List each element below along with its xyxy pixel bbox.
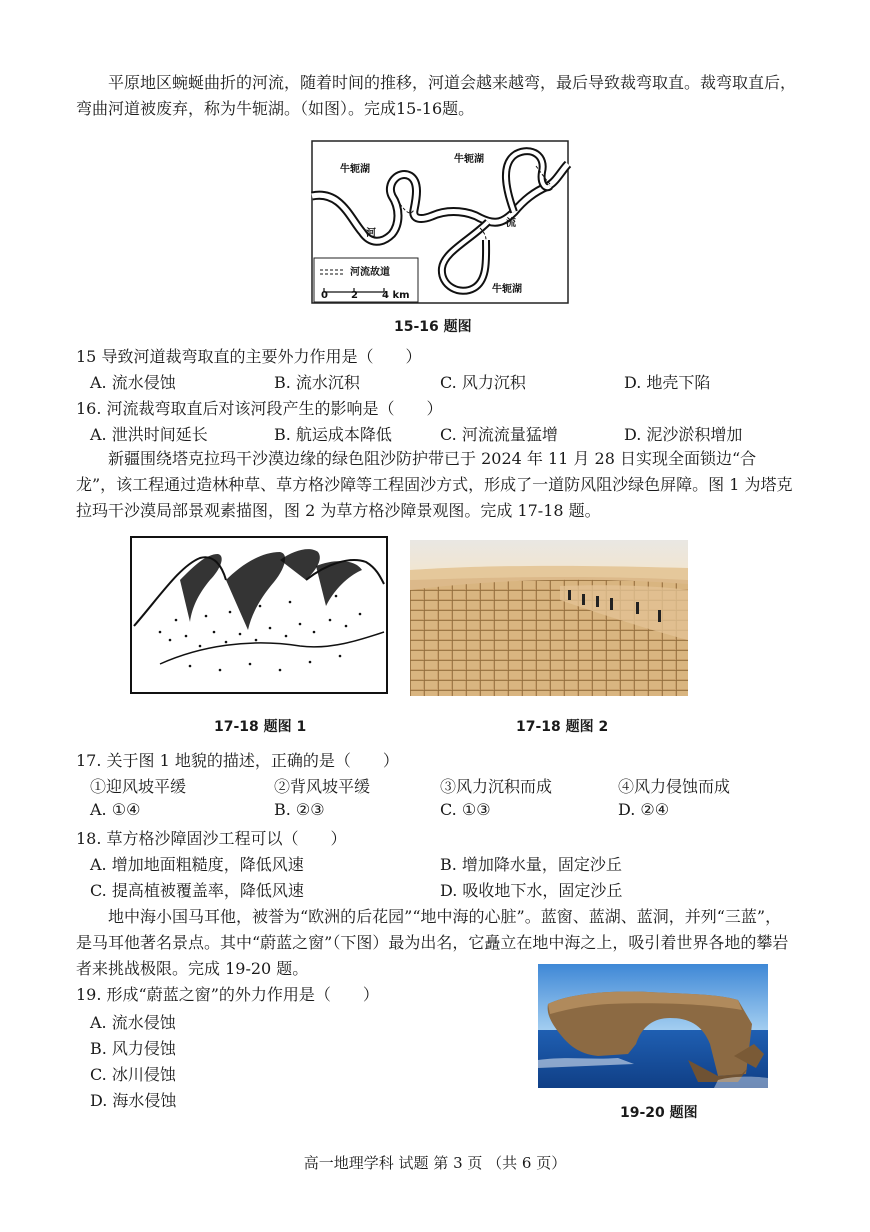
q18-option-a[interactable]: A. 增加地面粗糙度，降低风速: [90, 855, 304, 874]
river-label-2: 流: [506, 218, 516, 229]
scale-4: 4 km: [382, 290, 410, 301]
q17-statement-1: ①迎风坡平缓: [90, 777, 187, 796]
q16-option-d[interactable]: D. 泥沙淤积增加: [624, 425, 743, 444]
q17-statement-4: ④风力侵蚀而成: [618, 777, 731, 796]
q16-option-a[interactable]: A. 泄洪时间延长: [90, 425, 208, 444]
scale-0: 0: [321, 290, 328, 301]
q17-option-a[interactable]: A. ①④: [90, 800, 141, 819]
q19-option-c[interactable]: C. 冰川侵蚀: [90, 1065, 176, 1084]
dune-sketch: [130, 536, 388, 694]
q19-option-a[interactable]: A. 流水侵蚀: [90, 1013, 176, 1032]
q17-option-b[interactable]: B. ②③: [274, 800, 325, 819]
q15-option-d[interactable]: D. 地壳下陷: [624, 373, 711, 392]
q15-option-c[interactable]: C. 风力沉积: [440, 373, 526, 392]
q17-option-d[interactable]: D. ②④: [618, 800, 670, 819]
q18-option-b[interactable]: B. 增加降水量，固定沙丘: [440, 855, 622, 874]
fig3-caption: 19-20 题图: [620, 1105, 698, 1121]
page-footer: 高一地理学科 试题 第 3 页 （共 6 页）: [303, 1154, 567, 1172]
q15-stem: 15 导致河道裁弯取直的主要外力作用是（ ）: [76, 347, 422, 366]
legend-old-channel: 河流故道: [350, 267, 390, 278]
q16-stem: 16. 河流裁弯取直后对该河段产生的影响是（ ）: [76, 399, 443, 418]
q18-option-c[interactable]: C. 提高植被覆盖率，降低风速: [90, 881, 304, 900]
straw-checkerboard-photo: [410, 540, 688, 696]
q17-stem: 17. 关于图 1 地貌的描述，正确的是（ ）: [76, 751, 399, 770]
oxbow-label-3: 牛轭湖: [492, 284, 522, 295]
q16-option-b[interactable]: B. 航运成本降低: [274, 425, 392, 444]
q18-option-d[interactable]: D. 吸收地下水，固定沙丘: [440, 881, 623, 900]
intro-15-16: 平原地区蜿蜒曲折的河流，随着时间的推移，河道会越来越弯，最后导致裁弯取直。裁弯取直后，弯曲河道被废弃，称为牛轭湖。（如图）。完成15-16题。: [76, 73, 797, 118]
q17-statement-3: ③风力沉积而成: [440, 777, 553, 796]
fig2-caption: 17-18 题图 2: [516, 719, 609, 735]
oxbow-lake-map: [310, 140, 572, 306]
q16-option-c[interactable]: C. 河流流量猛增: [440, 425, 558, 444]
map-caption: 15-16 题图: [394, 319, 472, 335]
river-label-1: 河: [366, 228, 376, 239]
fig1-caption: 17-18 题图 1: [214, 719, 307, 735]
intro-19-20: 地中海小国马耳他，被誉为“欧洲的后花园”“地中海的心脏”。蓝窗、蓝湖、蓝洞，并列“三蓝”，是马耳他著名景点。其中“蔚蓝之窗”（下图）最为出名，它矗立在地中海之上，吸引着世界各地的攀岩者来挑战极限。完成 19-20 题。: [76, 907, 789, 978]
q19-stem: 19. 形成“蔚蓝之窗”的外力作用是（ ）: [76, 985, 379, 1004]
q19-option-b[interactable]: B. 风力侵蚀: [90, 1039, 176, 1058]
intro-17-18: 新疆围绕塔克拉玛干沙漠边缘的绿色阻沙防护带已于 2024 年 11 月 28 日实现全面锁边“合龙”，该工程通过造林种草、草方格沙障等工程固沙方式，形成了一道防风阻沙绿色屏障。图 1 为塔克拉玛干沙漠局部景观素描图，图 2 为草方格沙障景观图。完成 17-18 题。: [76, 449, 793, 520]
q19-option-d[interactable]: D. 海水侵蚀: [90, 1091, 177, 1110]
azure-window-photo: [538, 964, 768, 1088]
q17-option-c[interactable]: C. ①③: [440, 800, 491, 819]
q15-option-b[interactable]: B. 流水沉积: [274, 373, 360, 392]
oxbow-label-2: 牛轭湖: [454, 154, 484, 165]
q18-stem: 18. 草方格沙障固沙工程可以（ ）: [76, 829, 347, 848]
oxbow-label-1: 牛轭湖: [340, 164, 370, 175]
scale-2: 2: [351, 290, 358, 301]
q15-option-a[interactable]: A. 流水侵蚀: [90, 373, 176, 392]
q17-statement-2: ②背风坡平缓: [274, 777, 371, 796]
